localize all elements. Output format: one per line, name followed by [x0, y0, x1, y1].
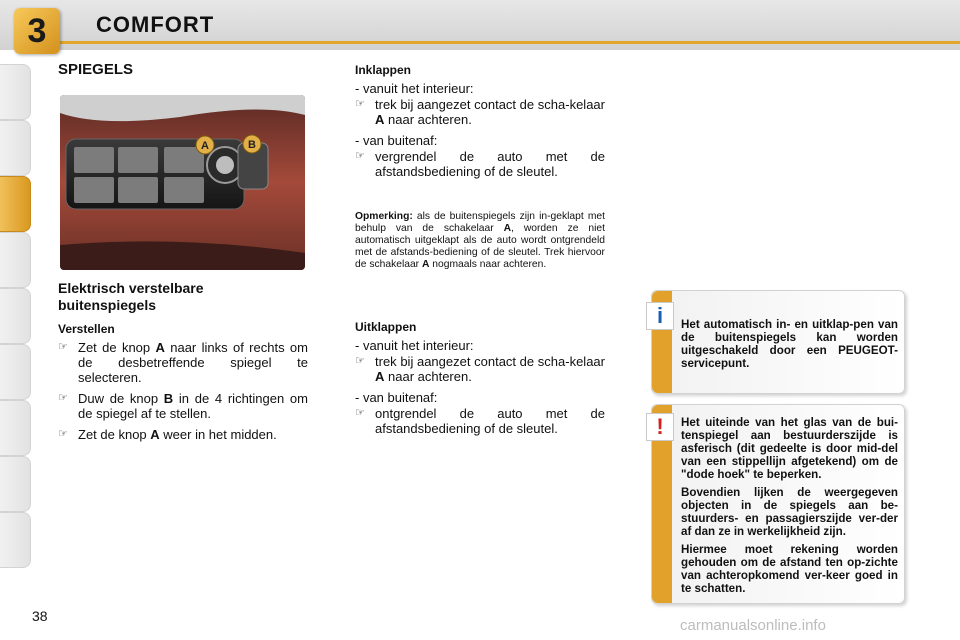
arrow-icon: ☞ [58, 341, 68, 353]
info-icon: i [646, 302, 674, 330]
warning-paragraph-2: Bovendien lijken de weergegeven objecten in de spiegels aan be-stuurders- en passagierszijde ver-der af dan ze in werkelijkheid zijn. [681, 486, 898, 538]
verstellen-list [58, 340, 308, 448]
warning-paragraph-1: Het uiteinde van het glas van de bui-tenspiegel aan bestuurderszijde is asferisch (dit gedeelte is door mid-del van een stippellijn afgetekend) om de "dode hoek" te beperken. [681, 416, 898, 481]
inklappen-dash-1: - vanuit het interieur: [355, 81, 474, 96]
chapter-tab-2[interactable] [0, 120, 31, 176]
heading-electric-mirrors [58, 280, 318, 314]
subheading-uitklappen: Uitklappen [355, 320, 417, 334]
warning-icon: ! [646, 413, 674, 441]
chapter-tab-3-active[interactable] [0, 176, 31, 232]
uitklappen-dash-1: - vanuit het interieur: [355, 338, 474, 353]
info-box-text: Het automatisch in- en uitklap-pen van de buitenspiegels kan worden uitgeschakeld door een PEUGEOT-servicepunt. [681, 318, 898, 370]
subheading-inklappen: Inklappen [355, 63, 412, 77]
chapter-tabs [0, 64, 34, 574]
warning-paragraph-3: Hiermee moet rekening worden gehouden om de afstand ten op-zichte van achteropkomend ver-keer goed in te schatten. [681, 543, 898, 595]
chapter-tab-4[interactable] [0, 232, 31, 288]
inklappen-dash-2: - van buitenaf: [355, 133, 438, 148]
uitklappen-item-2: ☞ ontgrendel de auto met de afstandsbediening of de sleutel. [355, 406, 605, 436]
chapter-tab-8[interactable] [0, 456, 31, 512]
verstellen-item-2: ☞ Duw de knop B in de 4 richtingen om de spiegel af te stellen. [58, 391, 308, 421]
inklappen-block [355, 81, 605, 185]
chapter-tab-6[interactable] [0, 344, 31, 400]
chapter-tab-1[interactable] [0, 64, 31, 120]
chapter-tab-5[interactable] [0, 288, 31, 344]
inklappen-item-1: ☞ trek bij aangezet contact de scha-kelaar A naar achteren. [355, 97, 605, 127]
section-title: COMFORT [96, 12, 215, 37]
arrow-icon: ☞ [58, 428, 68, 440]
arrow-icon: ☞ [355, 407, 365, 419]
switch-a-label: A [201, 140, 209, 152]
info-box [651, 290, 905, 394]
uitklappen-item-1: ☞ trek bij aangezet contact de scha-kelaar A naar achteren. [355, 354, 605, 384]
heading-spiegels: SPIEGELS [58, 61, 134, 78]
header-accent-line [60, 41, 960, 44]
heading-electric-line2: buitenspiegels [58, 297, 157, 313]
heading-electric-line1: Elektrisch verstelbare [58, 280, 204, 296]
subheading-verstellen: Verstellen [58, 322, 115, 336]
chapter-tab-7[interactable] [0, 400, 31, 456]
arrow-icon: ☞ [355, 355, 365, 367]
switch-b-label: B [248, 139, 256, 151]
inklappen-item-2: ☞ vergrendel de auto met de afstandsbediening of de sleutel. [355, 149, 605, 179]
verstellen-item-1: ☞ Zet de knop A naar links of rechts om de desbetreffende spiegel te selecteren. [58, 340, 308, 385]
arrow-icon: ☞ [58, 392, 68, 404]
note-opmerking: Opmerking: als de buitenspiegels zijn in-geklapt met behulp van de schakelaar A, worden ze niet automatisch uitgeklapt als de auto wordt ontgrendeld met de afstands-bediening of de sleutel. Trek hiervoor de schakelaar A nogmaals naar achteren. [355, 211, 605, 270]
warning-box [651, 404, 905, 604]
chapter-tab-9[interactable] [0, 512, 31, 568]
uitklappen-block [355, 338, 605, 442]
verstellen-item-3: ☞ Zet de knop A weer in het midden. [58, 427, 277, 442]
chapter-badge: 3 [14, 8, 60, 54]
door-switch-illustration [60, 95, 305, 270]
warning-box-text [681, 416, 898, 600]
page-number: 38 [32, 608, 48, 624]
uitklappen-dash-2: - van buitenaf: [355, 390, 438, 405]
watermark: carmanualsonline.info [680, 617, 826, 634]
arrow-icon: ☞ [355, 98, 365, 110]
mirror-switch-photo [60, 95, 305, 270]
arrow-icon: ☞ [355, 150, 365, 162]
